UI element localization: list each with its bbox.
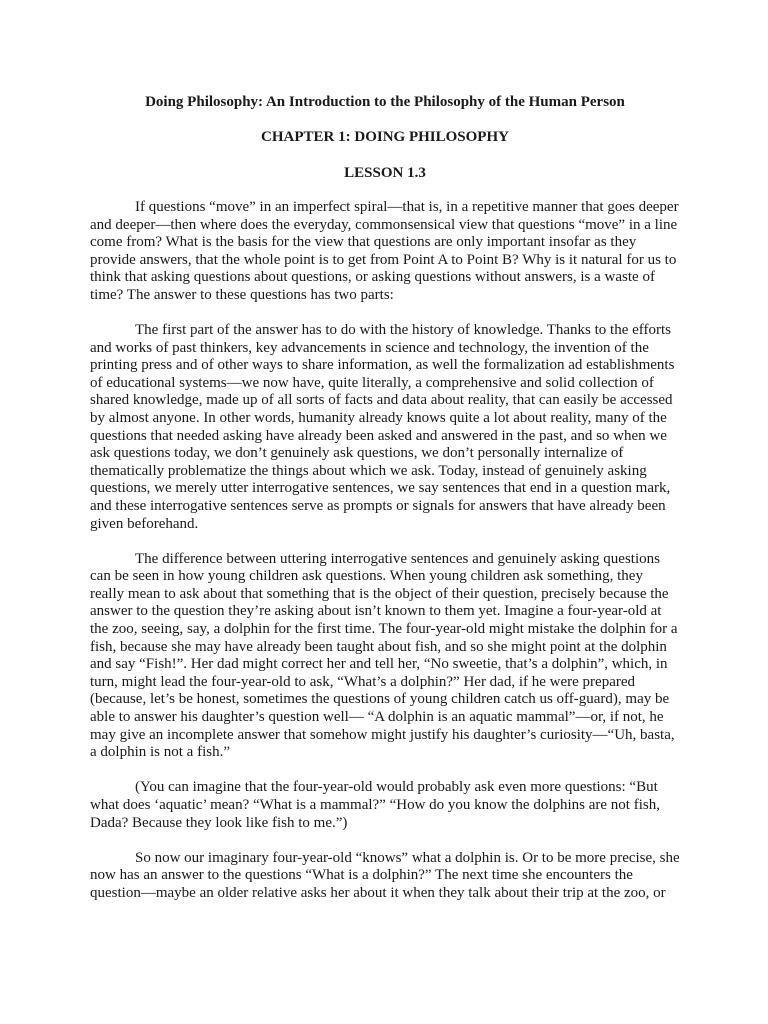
paragraph-5: So now our imaginary four-year-old “knows” what a dolphin is. Or to be more precise, she now has an answer to the questions “What is a dolphin?” The next time she encounters the question—maybe an older relative asks her about it when they talk about their trip at the zoo, or (90, 849, 680, 901)
body-text (90, 199, 680, 902)
paragraph-1: If questions “move” in an imperfect spiral—that is, in a repetitive manner that goes deeper and deeper—then where does the everyday, commonsensical view that questions “move” in a line come from? What is the basis for the view that questions are only important insofar as they provide answers, that the whole point is to get from Point A to Point B? Why is it natural for us to think that asking questions about questions, or asking questions without answers, is a waste of time? The answer to these questions has two parts: (90, 199, 679, 303)
paragraph-3: The difference between uttering interrogative sentences and genuinely asking questions can be seen in how young children ask questions. When young children ask something, they really mean to ask about that something that is the object of their question, precisely because the answer to the question they’re asking about isn’t known to them yet. Imagine a four-year-old at the zoo, seeing, say, a dolphin for the first time. The four-year-old might mistake the dolphin for a fish, because she may have already been taught about fish, and so she might point at the dolphin and say “Fish!”. Her dad might correct her and tell her, “No sweetie, that’s a dolphin”, which, in turn, might lead the four-year-old to ask, “What’s a dolphin?” Her dad, if he were prepared (because, let’s be honest, sometimes the questions of young children catch us off-guard), may be able to answer his daughter’s question well— “A dolphin is an aquatic mammal”—or, if not, he may give an incomplete answer that somehow might justify his daughter’s curiosity—“Uh, basta, a dolphin is not a fish.” (90, 550, 678, 761)
paragraph-4: (You can imagine that the four-year-old would probably ask even more questions: “But what does ‘aquatic’ mean? “What is a mammal?” “How do you know the dolphins are not fish, Dada? Because they look like fish to me.”) (90, 779, 660, 831)
document-page (90, 0, 680, 1024)
lesson-title: LESSON 1.3 (344, 165, 426, 181)
document-title: Doing Philosophy: An Introduction to the Philosophy of the Human Person (145, 94, 625, 110)
paragraph-2: The first part of the answer has to do with the history of knowledge. Thanks to the efforts and works of past thinkers, key advancements in science and technology, the invention of the printing press and of other ways to share information, as well the formalization ad establishments of educational systems—we now have, quite literally, a comprehensive and solid collection of shared knowledge, made up of all sorts of facts and data about reality, that can easily be accessed by almost anyone. In other words, humanity already knows quite a lot about reality, many of the questions that needed asking have already been asked and answered in the past, and so when we ask questions today, we don’t genuinely ask questions, we don’t personally internalize of thematically problematize the things about which we ask. Today, instead of genuinely asking questions, we merely utter interrogative sentences, we say sentences that end in a question mark, and these interrogative sentences serve as prompts or signals for answers that have already been given beforehand. (90, 322, 675, 532)
chapter-title: CHAPTER 1: DOING PHILOSOPHY (261, 129, 509, 145)
